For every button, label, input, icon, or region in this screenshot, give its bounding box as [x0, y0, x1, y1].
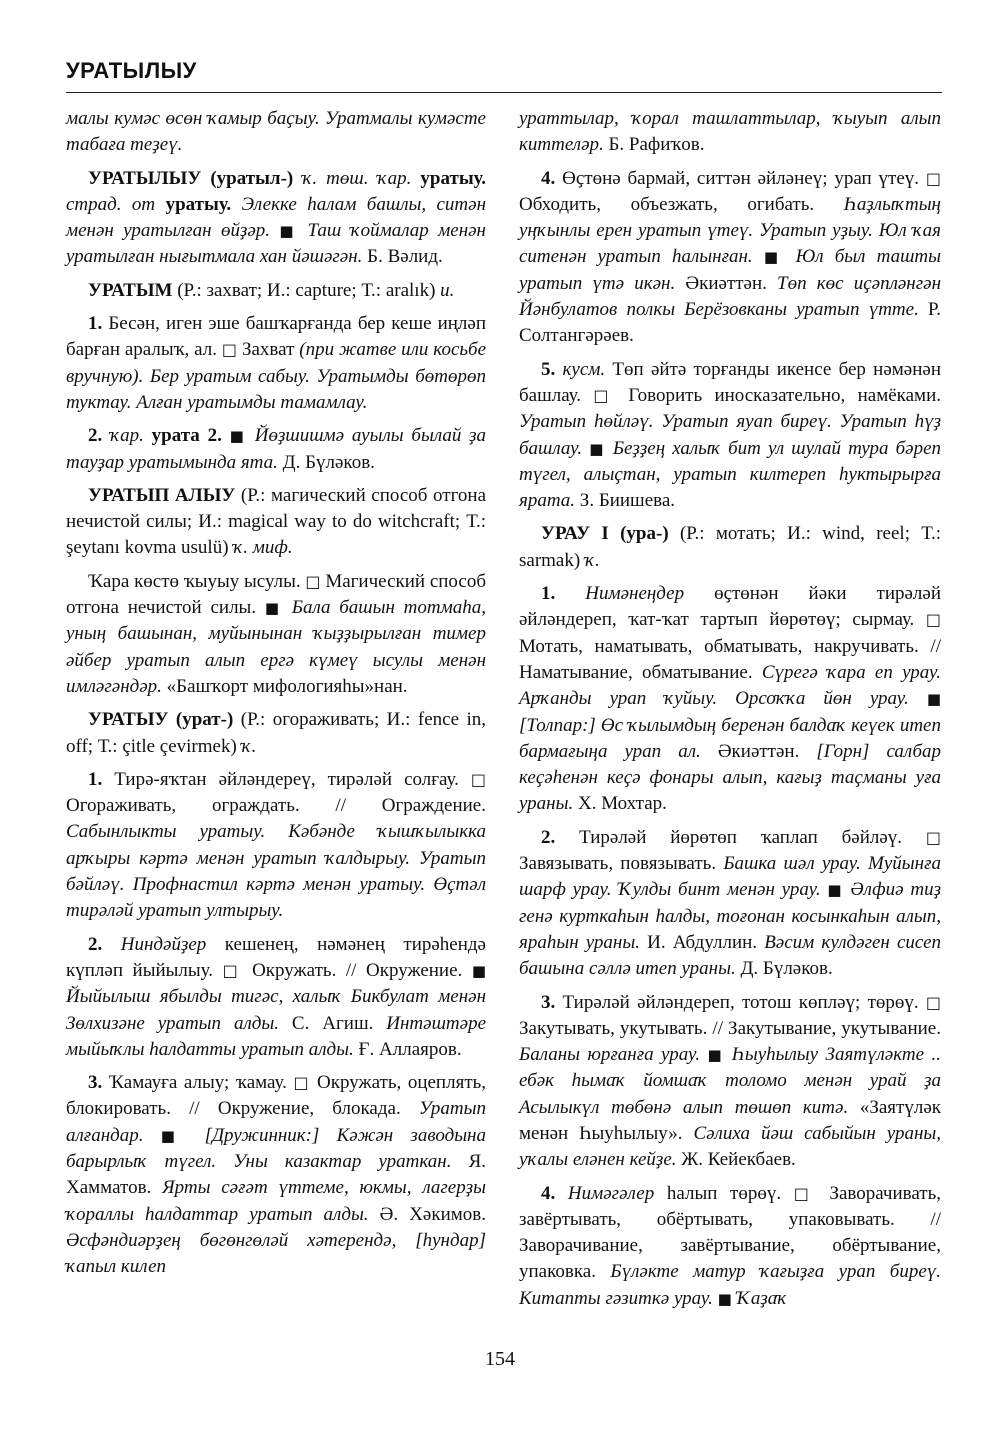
- entry-sense: 3. Ҡамауға алыу; ҡамау. □ Окружать, оцеплять, блокировать. // Окружение, блокада. Уратып алғандар. ■ [Дружинник:] Кәжән заводына барырлыҡ түгел. Уны казактар ураткан. Я. Хамматов. Ярты сәғәт үттеме, юкмы, лагерҙы ҡораллы һалдаттар уратып алды. Ә. Хәкимов. Әсфәндиәрҙең бөгөнгөләй хәтерендә, [һундар] ҡапыл килеп: [66, 1072, 487, 1278]
- entry-text: малы кумәс өсөн ҡамыр баҫыу. Уратмалы кумәсте табаға теҙеү.: [66, 108, 486, 156]
- page-number: 154: [485, 1348, 515, 1370]
- entry-sense: 4. Нимәгәлер һалып төрөү. □ Заворачивать, завёртывать, обёртывать, упаковывать. // Заворачивание, завёртывание, обёртывание, упаковка. Бүләкте матур ҡағыҙға урап биреү. Китапты гәзиткә урау. ■ Ҡаҙаҡ: [519, 1182, 942, 1309]
- entry-sense: 2. ҡар. урата 2. ■ Йөҙшишмә ауылы былай ҙа тауҙар уратымында ята. Д. Бүләков.: [66, 425, 487, 473]
- entry-uratym: УРАТЫМ (Р.: захват; И.: capture; Т.: aralık) и.: [88, 279, 455, 301]
- header-title: УРАТЫЛЫУ: [66, 58, 197, 83]
- entry-urau: УРАУ I (ура-) (Р.: мотать; И.: wind, reel; Т.: sarmak) ҡ.: [519, 523, 942, 571]
- entry-uratyp-alyu: УРАТЫП АЛЫУ (Р.: магический способ отгона нечистой силы; И.: magical way to do witchcraft; Т.: şeytanı kovma usulü) ҡ. миф.: [66, 484, 487, 559]
- entry-uratylyu: УРАТЫЛЫУ (уратыл-) ҡ. төш. ҡар. уратыу. страд. от уратыу. Элекке һалам башлы, ситән менән уратылған өйҙәр. ■ Таш ҡоймалар менән уратылған нығытмала хан йәшәгән. Б. Вәлид.: [66, 167, 487, 268]
- entry-sense: Ҡара көстө ҡыуыу ысулы. □ Магический способ отгона нечистой силы. ■ Бала башын тотмаһа, уның башынан, муйынынан ҡыҙҙырылған тимер әйбер уратып алып ергә күмеү ысулы менән имләгәндәр. «Башҡорт мифологияһы»нан.: [66, 570, 487, 697]
- entry-sense: 1. Бесән, иген эше башҡарғанда бер кеше иңләп барған аралыҡ, ал. □ Захват (при жатве или косьбе вручную). Бер уратым сабыу. Уратымды бөтөрөп туктау. Алған уратымды тамамлау.: [66, 313, 487, 413]
- entry-sense: 4. Өҫтөнә бармай, ситтән әйләнеү; урап үтеү. □ Обходить, объезжать, огибать. Һаҙлыҡтың уңҡынлы ерен уратып үтеү. Уратып уҙыу. Юл ҡая ситенән уратып һалынған. ■ Юл был ташты уратып үтә икән. Әкиәттән. Төп көс иҫәпләнгән Йәнбулатов полкы Берёзовканы уратып үтте. Р. Солтангәрәев.: [519, 167, 942, 347]
- entry-text: ураттылар, ҡорал ташлаттылар, ҡыуып алып киттеләр. Б. Рафиҡов.: [519, 108, 941, 156]
- entry-sense: 1. Нимәнеңдер өҫтөнән йәки тирәләй әйләндереп, ҡат-ҡат тартып йөрөтөү; сырмау. □ Мотать, наматывать, обматывать, накручивать. // Наматывание, обматывание. Сүрегә ҡара еп урау. Арҡанды урап ҡуйыу. Орсоҡҡа йөн урау. ■ [Толпар:] Өс ҡылымдың беренән балдаҡ кеүек итеп бармағыңа урап ал. Әкиәттән. [Горн] салбар кеҫәһенән кеҫә фонары алып, кағыҙ таҫманы уға ураны. Х. Мохтар.: [519, 583, 942, 815]
- entry-sense: 1. Тирә-яҡтан әйләндереү, тирәләй солғау. □ Огораживать, ограждать. // Ограждение. Сабынлыкты уратыу. Кәбәнде ҡышҡылыкка арҡыры кәртә менән уратып ҡалдырыу. Уратып бәйләү. Профнастил кәртә менән уратыу. Өҫтәл тирәләй уратып ултырыу.: [66, 768, 486, 922]
- entry-sense: 3. Тирәләй әйләндереп, тотош көпләү; төрөү. □ Закутывать, укутывать. // Закутывание, укутывание. Баланы юрғанға урау. ■ Һыуһылыу Заятүләкте .. ебәк һымаҡ йомшаҡ толомо менән урай ҙа Асылыкүл төбөнә алып төшөп китә. «Заятүләк менән Һыуһылыу». Сәлиха йәш сабыйын ураны, уҡалы еләнен кейҙе. Ж. Кейекбаев.: [519, 991, 942, 1171]
- left-column: [66, 106, 486, 1287]
- entry-sense: 5. кусм. Төп әйтә торғанды икенсе бер нәмәнән башлау. □ Говорить иносказательно, намёками. Уратып һөйләү. Уратып яуап биреү. Уратып һүҙ башлау. ■ Беҙҙең халыҡ бит ул шулай тура бәреп түгел, алыҫтан, уратып килтереп һуктырырға ярата. З. Биишева.: [519, 358, 942, 512]
- right-column: [519, 106, 941, 1319]
- entry-sense: 2. Тирәләй йөрөтөп ҡаплап бәйләү. □ Завязывать, повязывать. Башка шәл урау. Муйынға шарф урау. Ҡулды бинт менән урау. ■ Әлфиә тиҙ генә курткаһын һалды, тоғонан косынкаһын алып, яраһын ураны. И. Абдуллин. Вәсим кулдәген сисеп башына сәллә итеп ураны. Д. Бүләков.: [519, 826, 942, 980]
- entry-uratyu: УРАТЫУ (урат-) (Р.: огораживать; И.: fence in, off; Т.: çitle çevirmek) ҡ.: [66, 709, 486, 757]
- entry-sense: 2. Ниндәйҙер кешенең, нәмәнең тирәһендә күпләп йыйылыу. □ Окружать. // Окружение. ■ Йыйылыш ябылды тигәс, халыҡ Бикбулат менән Зөлхизәне уратып алды. С. Агиш. Интәштәре мыйыҡлы һалдатты уратып алды. Ғ. Аллаяров.: [66, 933, 487, 1060]
- running-header: [66, 58, 942, 93]
